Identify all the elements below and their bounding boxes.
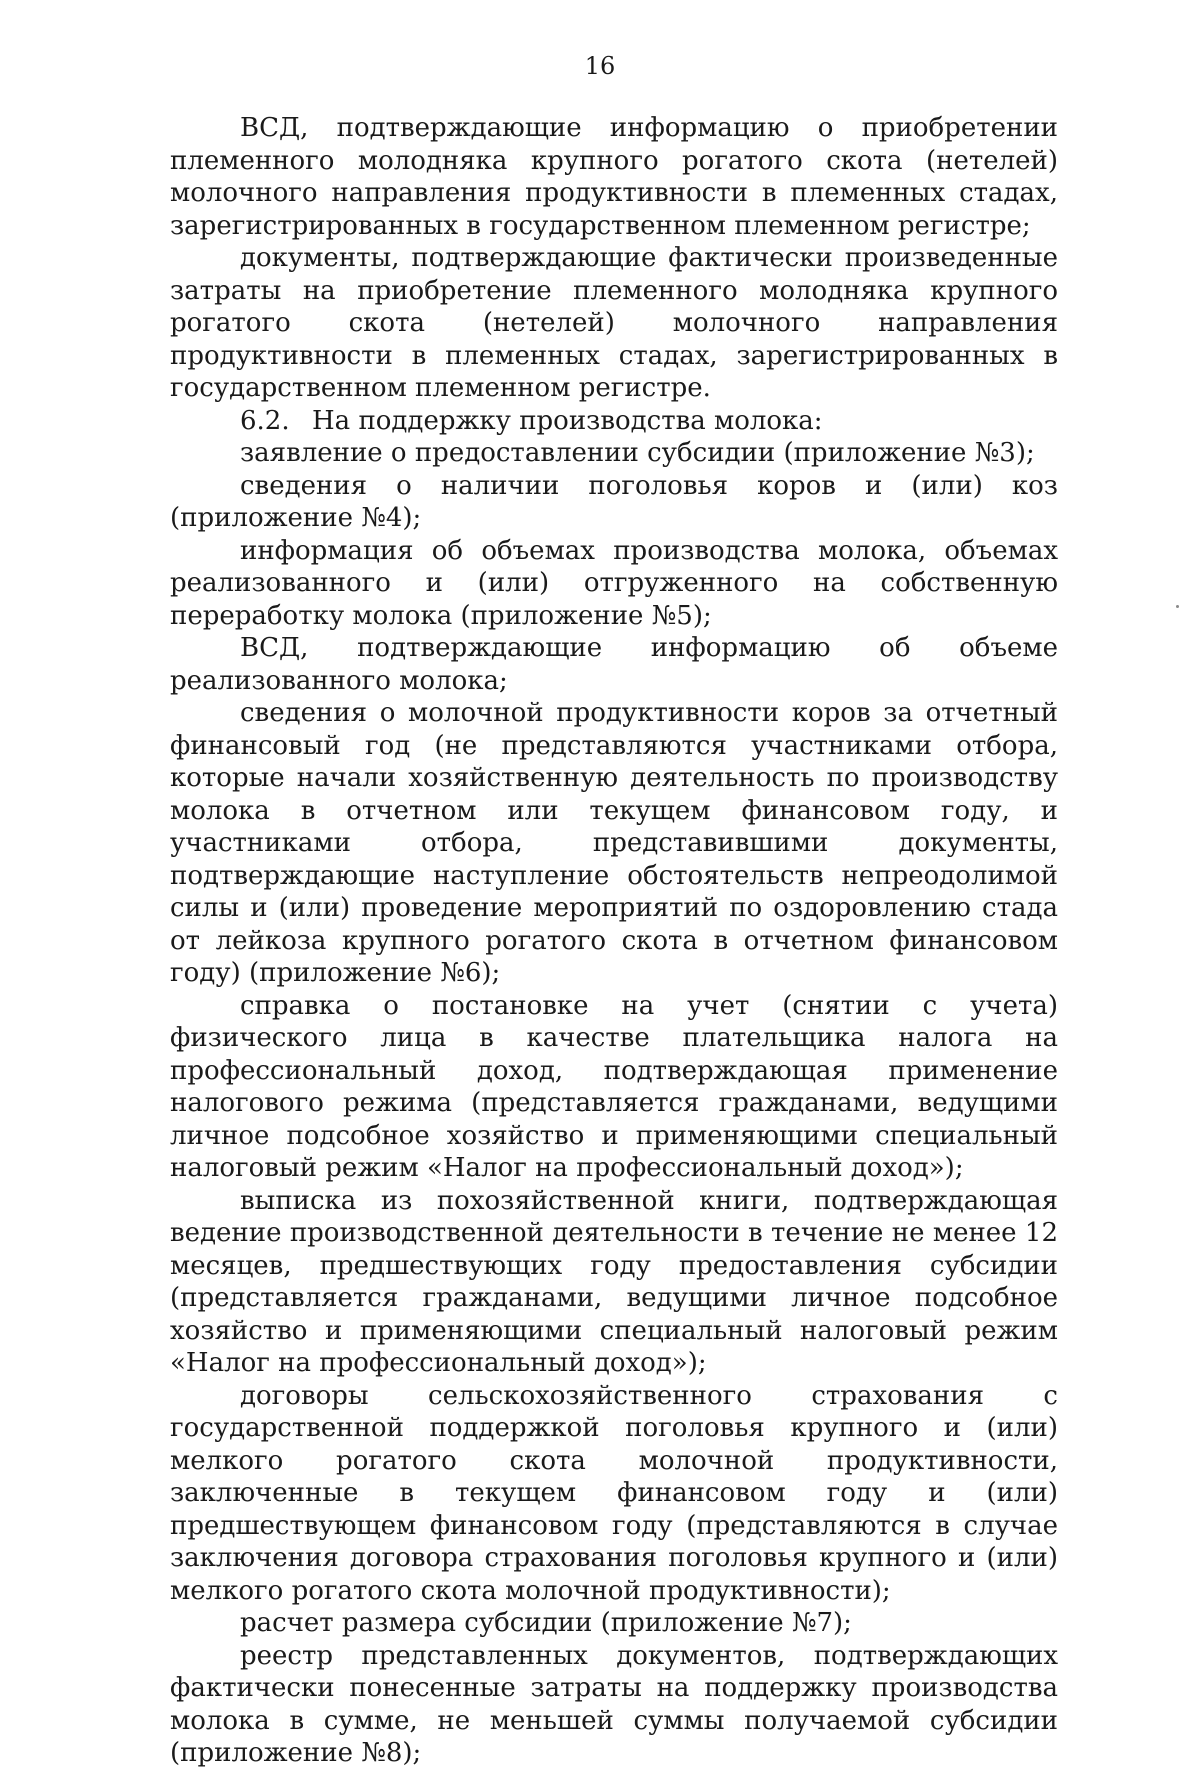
paragraph-productivity-info: сведения о молочной продуктивности коров за отчетный финансовый год (не представляются участниками отбора, которые начали хозяйственную деятельность по производству молока в отчетном или текущем финансовом году, и участниками отбора, представившими документы, подтверждающие наступление обстоятельств непреодолимой силы и (или) проведение мероприятий по оздоровлению стада от лейкоза крупного рогатого скота в отчетном финансовом году) (приложение №6);	[170, 698, 1058, 988]
paragraph-documents-registry: реестр представленных документов, подтверждающих фактически понесенные затраты на поддержку производства молока в сумме, не меньшей суммы получаемой субсидии (приложение №8);	[170, 1640, 1058, 1768]
document-body	[170, 112, 1058, 1770]
section-number: 6.2.	[240, 405, 290, 436]
section-title: На поддержку производства молока:	[312, 405, 823, 436]
paragraph-household-extract: выписка из похозяйственной книги, подтверждающая ведение производственной деятельности в течение не менее 12 месяцев, предшествующих году предоставления субсидии (представляется гражданами, ведущими личное подсобное хозяйство и применяющими специальный налоговый режим «Налог на профессиональный доход»);	[170, 1185, 1058, 1378]
paragraph-vsd-milk: ВСД, подтверждающие информацию об объеме реализованного молока;	[170, 633, 1058, 696]
paragraph-tax-certificate: справка о постановке на учет (снятии с учета) физического лица в качестве плательщика налога на профессиональный доход, подтверждающая применение налогового режима (представляется гражданами, ведущими личное подсобное хозяйство и применяющими специальный налоговый режим «Налог на профессиональный доход»);	[170, 990, 1058, 1183]
scan-speck	[1176, 605, 1179, 608]
paragraph-vsd-heifers: ВСД, подтверждающие информацию о приобретении племенного молодняка крупного рогатого скота (нетелей) молочного направления продуктивности в племенных стадах, зарегистрированных в государственном племенном регистре;	[170, 113, 1058, 241]
page-number: 16	[584, 52, 616, 80]
paragraph-production-info: информация об объемах производства молока, объемах реализованного и (или) отгруженного на собственную переработку молока (приложение №5);	[170, 535, 1058, 631]
section-6-2	[170, 405, 1058, 438]
paragraph-livestock-info: сведения о наличии поголовья коров и (или) коз (приложение №4);	[170, 470, 1058, 533]
paragraph-cost-documents: документы, подтверждающие фактически произведенные затраты на приобретение племенного молодняка крупного рогатого скота (нетелей) молочного направления продуктивности в племенных стадах, зарегистрированных в государственном племенном регистре.	[170, 243, 1058, 403]
paragraph-application: заявление о предоставлении субсидии (приложение №3);	[240, 438, 1035, 468]
paragraph-subsidy-calculation: расчет размера субсидии (приложение №7);	[240, 1608, 852, 1638]
paragraph-insurance-contracts: договоры сельскохозяйственного страхования с государственной поддержкой поголовья крупного и (или) мелкого рогатого скота молочной продуктивности, заключенные в текущем финансовом году и (или) предшествующем финансовом году (представляются в случае заключения договора страхования поголовья крупного и (или) мелкого рогатого скота молочной продуктивности);	[170, 1380, 1058, 1606]
